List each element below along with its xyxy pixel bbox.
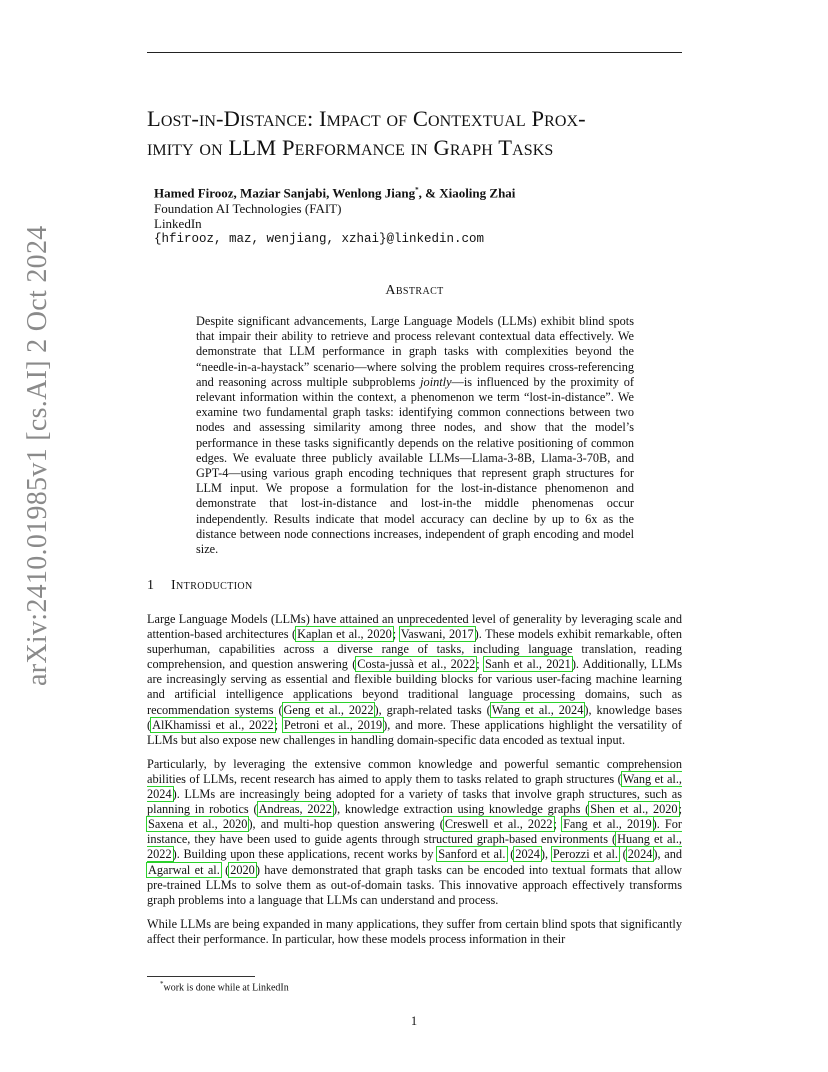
title-line-2: imity on LLM Performance in Graph Tasks — [147, 135, 554, 160]
citation-link[interactable]: Petroni et al., 2019 — [283, 717, 383, 732]
affiliation-2: LinkedIn — [154, 216, 202, 232]
citation-link[interactable]: 2024 — [515, 847, 540, 862]
text-run: ; — [678, 802, 683, 817]
text-run: ), and — [653, 847, 683, 862]
citation-link[interactable]: 2020 — [230, 862, 255, 877]
citation-link[interactable]: AlKhamissi et al., 2022 — [152, 717, 274, 732]
text-run: ), — [540, 847, 552, 862]
abstract-part-1: Despite significant advancements, Large Language Models (LLMs) exhibit blind spots that impair their ability to retrieve and process relevant contextual data effectively. We demonstrate that LLM performance in graph tasks with complexities beyond the “needle-in-a-haystack” scenario—where solving the problem requires cross-referencing and reasoning across multiple subproblems — [196, 314, 634, 389]
text-run: ). LLMs are increasingly being adopted for a variety of tasks that involve graph structures, such as planning in robotics ( — [147, 787, 682, 817]
paragraph-2 — [147, 757, 682, 908]
author-names-pre: Hamed Firooz, Maziar Sanjabi, Wenlong Jiang — [154, 185, 416, 201]
section-heading — [147, 578, 682, 594]
text-run: ), knowledge bases ( — [147, 702, 682, 732]
citation-link[interactable]: Andreas, 2022 — [258, 802, 332, 817]
author-emails: {hfirooz, maz, wenjiang, xzhai}@linkedin.com — [154, 231, 485, 246]
citation-link[interactable]: Costa-jussà et al., 2022 — [357, 657, 476, 672]
paragraph-1 — [147, 612, 682, 748]
paragraph-3: While LLMs are being expanded in many applications, they suffer from certain blind spots that significantly affect their performance. In particular, how these models process information in their — [147, 916, 682, 946]
text-run: ( — [506, 847, 515, 862]
citation-link[interactable]: Perozzi et al. — [552, 847, 618, 862]
citation-link[interactable]: Sanford et al. — [438, 847, 506, 862]
text-run: ) have demonstrated that graph tasks can be encoded into textual formats that allow pre-trained LLMs to solve them as out-of-domain tasks. This innovative approach effectively transforms graph problems into a language that LLMs can understand and process. — [147, 862, 683, 907]
text-run: ( — [220, 862, 230, 877]
citation-link[interactable]: Shen et al., 2020 — [590, 802, 678, 817]
citation-link[interactable]: Creswell et al., 2022 — [444, 817, 553, 832]
text-run: ( — [618, 847, 627, 862]
citation-link[interactable]: Sanh et al., 2021 — [484, 657, 571, 672]
footnote-text: work is done while at LinkedIn — [163, 982, 289, 994]
text-run: Large Language Models (LLMs) have attained an unprecedented level of generality by leveraging scale and attention-based architectures ( — [147, 612, 682, 642]
text-run: ). Building upon these applications, recent works by — [172, 847, 438, 862]
text-run: ), graph-related tasks ( — [374, 702, 491, 717]
text-run: Particularly, by leveraging the extensive common knowledge and powerful semantic comprehension abilities of LLMs, recent research has aimed to apply them to tasks related to graph structures ( — [147, 756, 682, 786]
text-run: ). For instance, they have been used to guide agents through structured graph-based environments ( — [147, 817, 683, 847]
abstract-text — [196, 314, 634, 557]
section-number: 1 — [147, 578, 155, 593]
citation-link[interactable]: Agarwal et al. — [148, 862, 220, 877]
footnote-mark: * — [160, 980, 164, 988]
top-rule — [147, 52, 682, 53]
citation-link[interactable]: Saxena et al., 2020 — [148, 817, 248, 832]
citation-link[interactable]: Wang et al., 2024 — [491, 702, 584, 717]
citation-link[interactable]: Kaplan et al., 2020 — [297, 627, 392, 642]
text-run: ; — [476, 657, 484, 672]
author-block — [154, 183, 674, 247]
abstract-heading: Abstract — [385, 283, 444, 298]
author-names-post: , & Xiaoling Zhai — [418, 185, 516, 201]
footnote — [160, 978, 289, 994]
author-footnote-mark: * — [415, 186, 419, 194]
text-run: ). These models exhibit remarkable, often superhuman, capabilities across a diverse range of tasks, including language translation, reading comprehension, and question answering ( — [147, 627, 682, 672]
text-run: ). Additionally, LLMs are increasingly serving as essential and flexible building blocks for various user-facing machine learning and artificial intelligence applications beyond traditional language processing domains, such as recommendation systems ( — [147, 657, 682, 717]
text-run: ; — [553, 817, 563, 832]
body-text — [147, 612, 682, 956]
text-run: ), and more. These applications highlight the versatility of LLMs but also expose new challenges in handling domain-specific data encoded as textual input. — [147, 717, 682, 747]
citation-link[interactable]: 2024 — [627, 847, 653, 862]
affiliation-1: Foundation AI Technologies (FAIT) — [154, 200, 342, 216]
section-title: Introduction — [171, 578, 253, 593]
citation-link[interactable]: Vaswani, 2017 — [400, 627, 474, 642]
citation-link[interactable]: Geng et al., 2022 — [283, 702, 374, 717]
footnote-rule — [147, 976, 255, 977]
citation-link[interactable]: Fang et al., 2019 — [563, 817, 652, 832]
author-names — [154, 183, 674, 201]
text-run: ; — [392, 627, 400, 642]
text-run: ), knowledge extraction using knowledge graphs ( — [332, 802, 590, 817]
abstract-part-2: —is influenced by the proximity of relevant information within the context, a phenomenon we term “lost-in-distance”. We examine two fundamental graph tasks: identifying common connections between two nodes and assessing similarity among three nodes, and show that the model’s performance in these tasks significantly depends on the relative positioning of common edges. We evaluate three publicly available LLMs—Llama-3-8B, Llama-3-70B, and GPT-4—using various graph encoding techniques that represent graph structures for LLM input. We propose a formulation for the lost-in-distance phenomenon and demonstrate that lost-in-distance and lost-in-the middle phenomenas occur independently. Results indicate that model accuracy can decline by up to 6x as the distance between node connections increases, independent of graph encoding and model size. — [196, 374, 634, 557]
title-line-1: Lost-in-Distance: Impact of Contextual Prox- — [147, 106, 586, 131]
citation-link[interactable]: Huang et al., 2022 — [147, 832, 682, 862]
paper-title — [147, 104, 692, 162]
page-number: 1 — [410, 1014, 418, 1028]
text-run: ; — [274, 717, 283, 732]
text-run: ), and multi-hop question answering ( — [248, 817, 444, 832]
citation-link[interactable]: Wang et al., 2024 — [147, 771, 682, 802]
arxiv-stamp: arXiv:2410.01985v1 [cs.AI] 2 Oct 2024 — [22, 225, 53, 686]
abstract-emphasis: jointly — [420, 374, 452, 389]
